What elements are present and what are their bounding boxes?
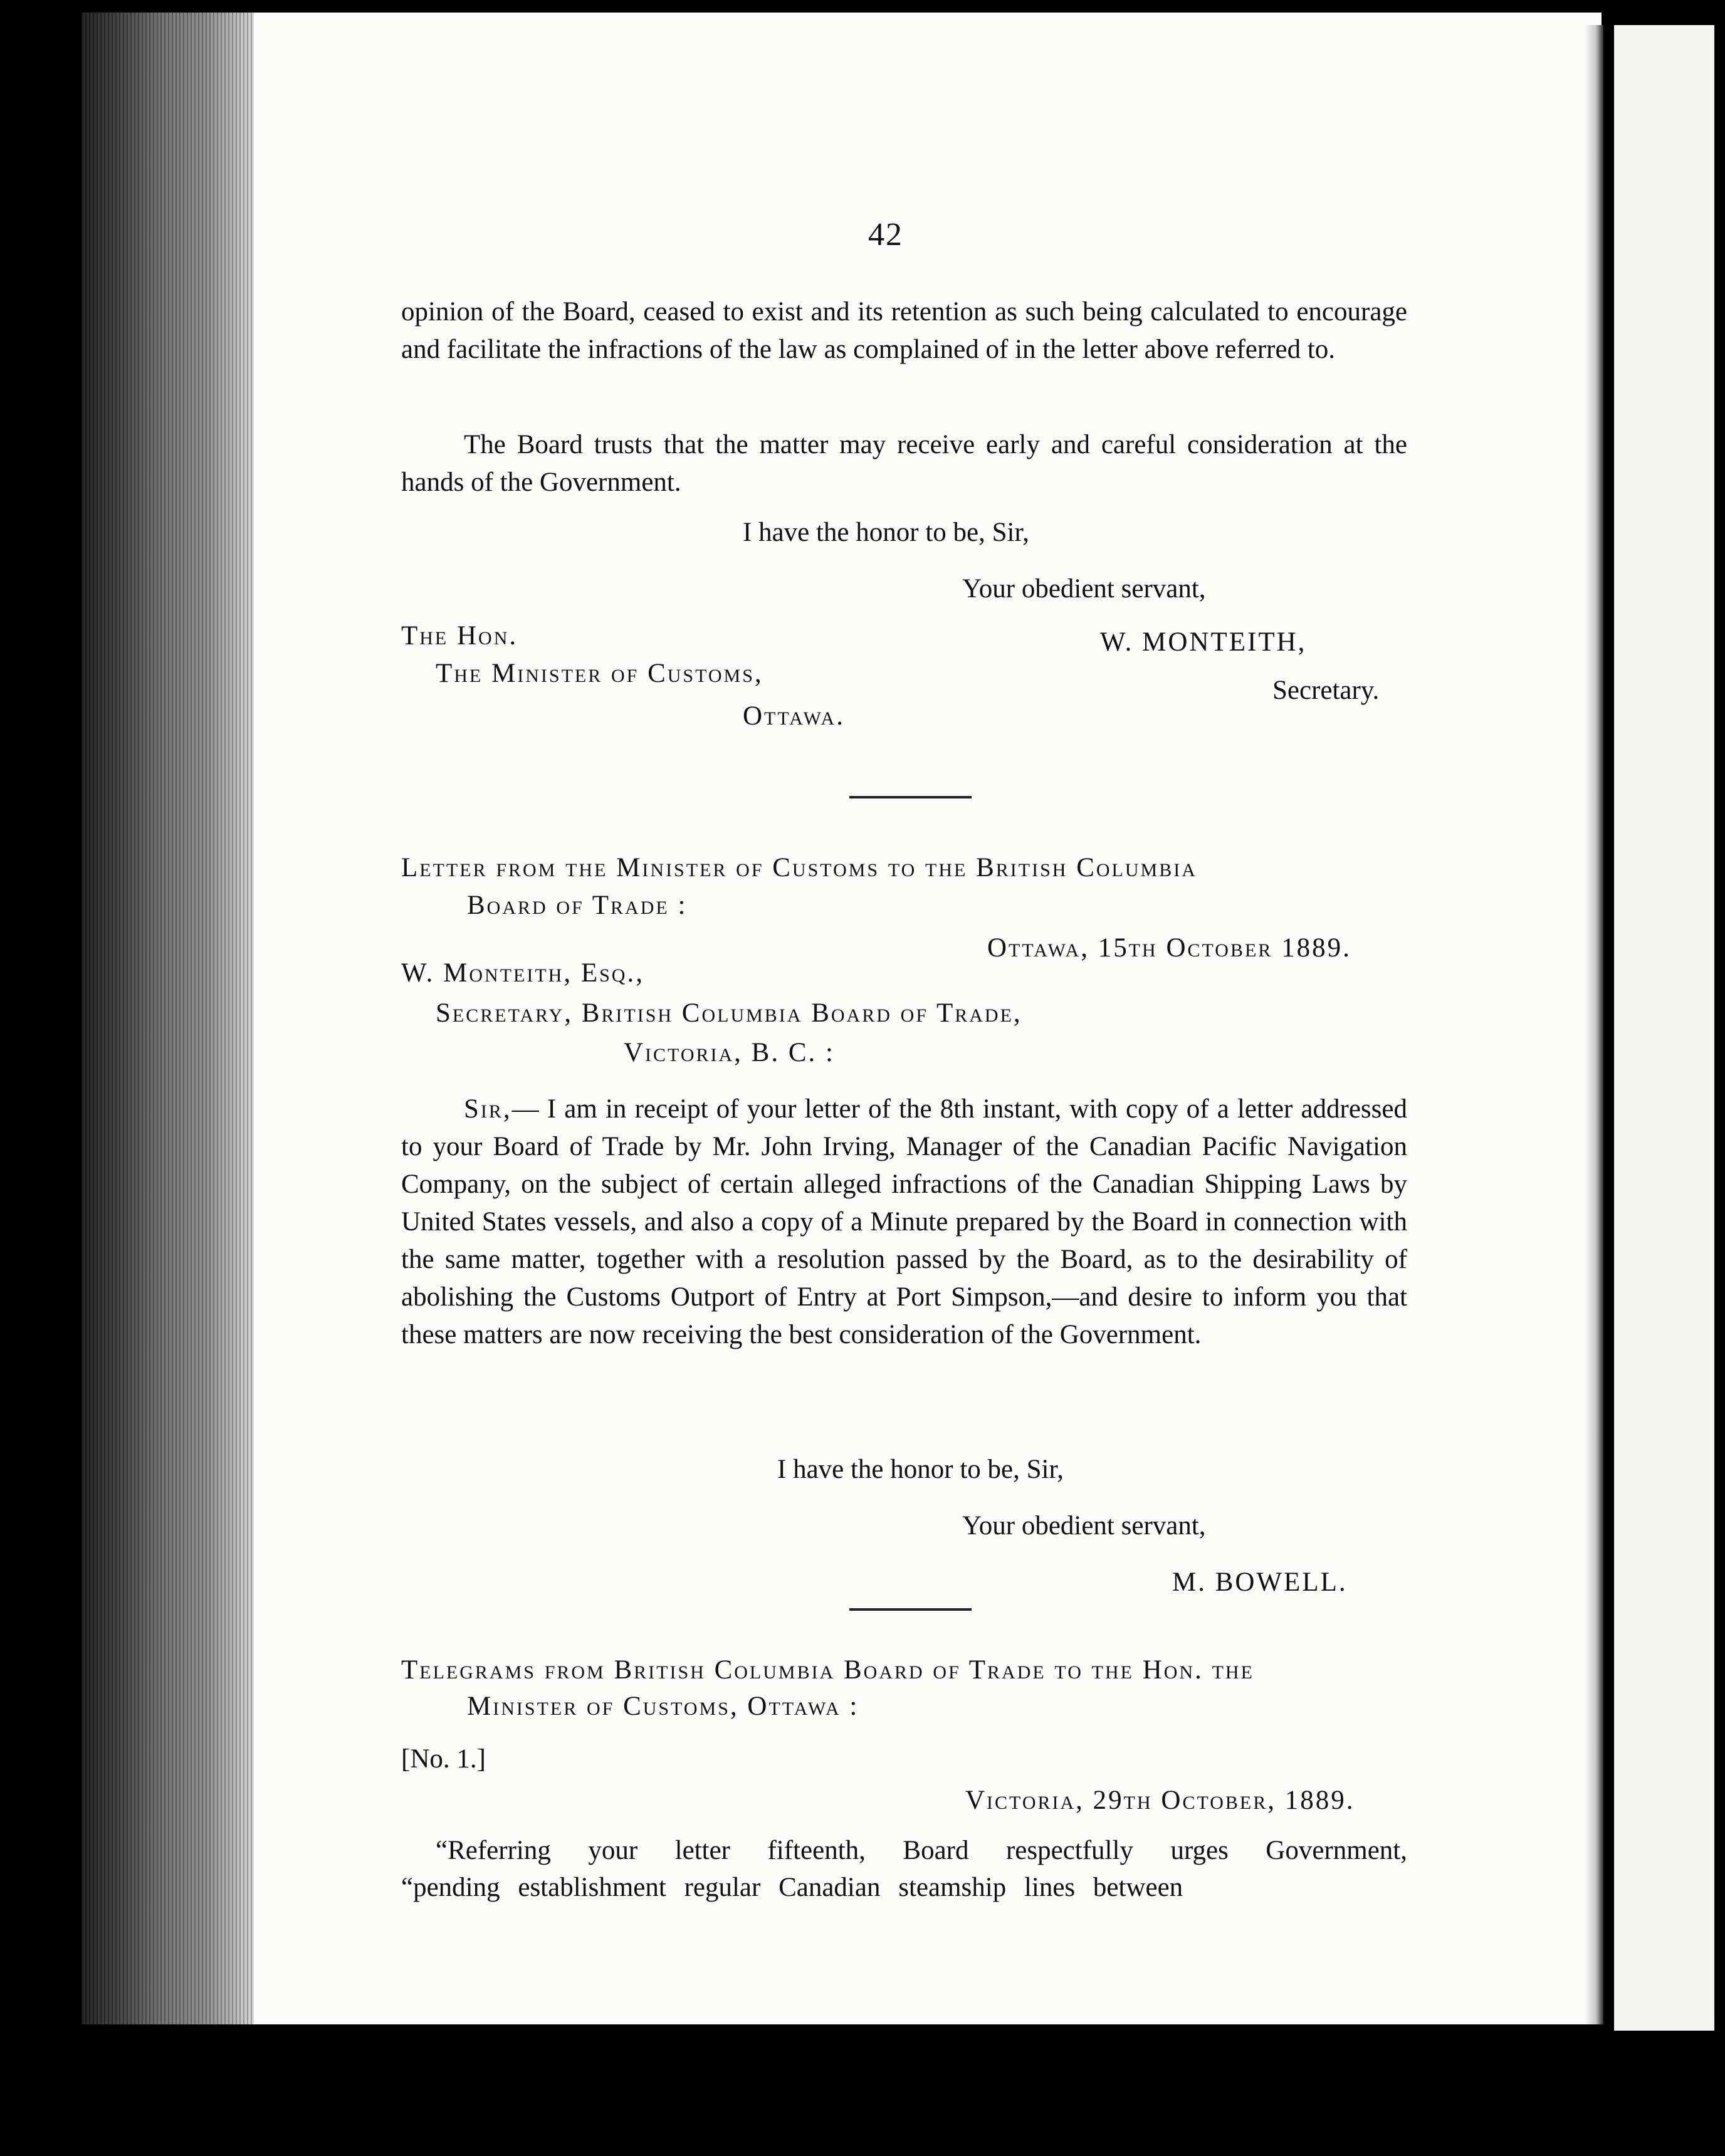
letter2-valediction: Your obedient servant, <box>962 1511 1206 1541</box>
letter2-recipient-line1: W. Monteith, Esq., <box>401 958 644 988</box>
telegrams-heading-line1: Telegrams from British Columbia Board of Trade to the Hon. the <box>401 1655 1254 1685</box>
telegram-dateline: Victoria, 29th October, 1889. <box>965 1786 1355 1815</box>
page-fold-shadow <box>1585 25 1603 2024</box>
letter2-body <box>401 1091 1407 1354</box>
letter2-heading-line1: Letter from the Minister of Customs to the British Columbia <box>401 853 1197 882</box>
telegram-body-line1: “Referring your letter fifteenth, Board respectfully urges Government, <box>436 1836 1407 1865</box>
telegram-body-line2: “pending establishment regular Canadian steamship lines between <box>401 1873 1183 1902</box>
section-divider <box>849 796 972 798</box>
letter1-valediction: Your obedient servant, <box>962 574 1206 604</box>
adjacent-page-edge <box>1614 25 1714 2031</box>
letter2-signature: M. BOWELL. <box>1172 1567 1348 1597</box>
section-divider <box>849 1608 972 1611</box>
letter1-addressee-line1: The Hon. <box>401 621 518 651</box>
letter2-closing: I have the honor to be, Sir, <box>777 1455 1064 1484</box>
board-paragraph: The Board trusts that the matter may receive early and careful consideration at the hands of the Government. <box>401 430 1407 497</box>
letter2-heading-line2: Board of Trade : <box>467 891 688 920</box>
letter2-dateline: Ottawa, 15th October 1889. <box>987 933 1351 963</box>
letter1-signature-title: Secretary. <box>1272 676 1380 705</box>
letter2-salutation: Sir, <box>464 1094 512 1124</box>
continuation-paragraph: opinion of the Board, ceased to exist and its retention as such being calculated to encourage and facilitate the infractions of the law as complained of in the letter above referred to. <box>401 297 1407 364</box>
letter1-closing: I have the honor to be, Sir, <box>743 518 1029 547</box>
telegram-number: [No. 1.] <box>401 1744 486 1774</box>
letter2-recipient-line3: Victoria, B. C. : <box>624 1038 835 1067</box>
letter2-body-text: — I am in receipt of your letter of the 8th instant, with copy of a letter addressed to your Board of Trade by Mr. John Irving, Manager of the Canadian Pacific Navigation Company, on the subject of certain alleged infractions of the Canadian Shipping Laws by United States vessels, and also a copy of a Minute prepared by the Board in connection with the same matter, together with a resolution passed by the Board, as to the desirability of abolishing the Customs Outport of Entry at Port Simpson,—and desire to inform you that these matters are now receiving the best consideration of the Government. <box>401 1094 1407 1349</box>
page-number: 42 <box>868 217 903 253</box>
letter2-recipient-line2: Secretary, British Columbia Board of Trade, <box>436 998 1022 1028</box>
letter1-addressee-line2: The Minister of Customs, <box>436 659 763 688</box>
letter1-addressee-line3: Ottawa. <box>743 701 845 731</box>
letter1-signature: W. MONTEITH, <box>1100 627 1307 657</box>
telegrams-heading-line2: Minister of Customs, Ottawa : <box>467 1692 859 1721</box>
book-spine <box>81 13 257 2024</box>
